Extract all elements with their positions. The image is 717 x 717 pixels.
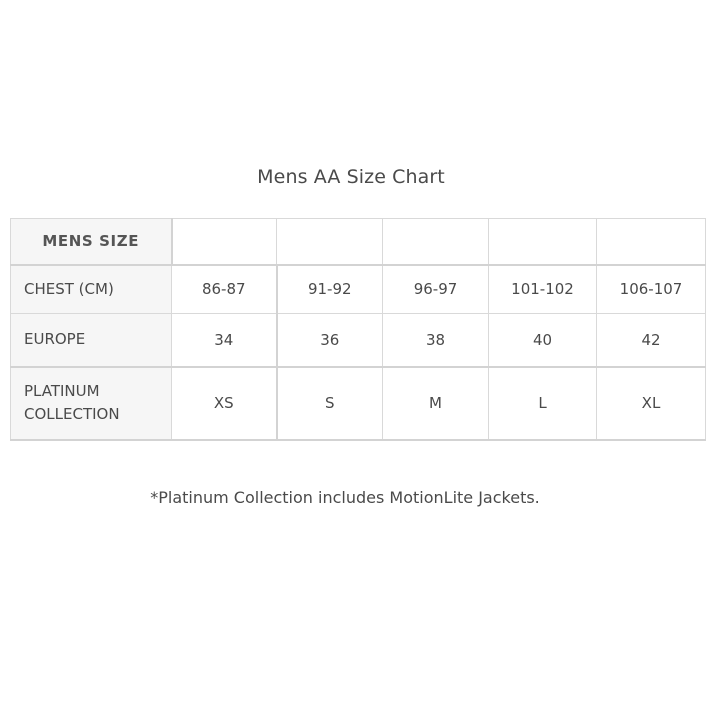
- header-cell: [277, 219, 383, 265]
- table-cell: 106-107: [597, 265, 706, 314]
- footnote: *Platinum Collection includes MotionLite Jackets.: [150, 488, 540, 507]
- table-cell: 101-102: [489, 265, 597, 314]
- row-label-chest: CHEST (CM): [11, 265, 172, 314]
- header-cell: [489, 219, 597, 265]
- table-row-chest: [11, 265, 706, 314]
- page-title: Mens AA Size Chart: [257, 166, 445, 188]
- table-cell: 96-97: [383, 265, 489, 314]
- header-cell: [172, 219, 277, 265]
- header-cell: [597, 219, 706, 265]
- header-cell: [383, 219, 489, 265]
- table-row-platinum-collection: [11, 367, 706, 440]
- row-label-line: COLLECTION: [24, 405, 120, 423]
- table-cell: 91-92: [277, 265, 383, 314]
- table-cell: 36: [277, 314, 383, 367]
- row-label-line: PLATINUM: [24, 382, 100, 400]
- row-label-europe: EUROPE: [11, 314, 172, 367]
- table-header-row: [11, 219, 706, 265]
- table-cell: 38: [383, 314, 489, 367]
- table-cell: XS: [172, 367, 277, 440]
- header-label-mens-size: MENS SIZE: [11, 219, 172, 265]
- size-chart-table: [10, 218, 706, 441]
- table-cell: S: [277, 367, 383, 440]
- row-label-platinum-collection: [11, 367, 172, 440]
- table-cell: M: [383, 367, 489, 440]
- table-row-europe: [11, 314, 706, 367]
- table-cell: L: [489, 367, 597, 440]
- table-cell: 34: [172, 314, 277, 367]
- table-cell: 40: [489, 314, 597, 367]
- table-cell: 42: [597, 314, 706, 367]
- table-cell: XL: [597, 367, 706, 440]
- table-cell: 86-87: [172, 265, 277, 314]
